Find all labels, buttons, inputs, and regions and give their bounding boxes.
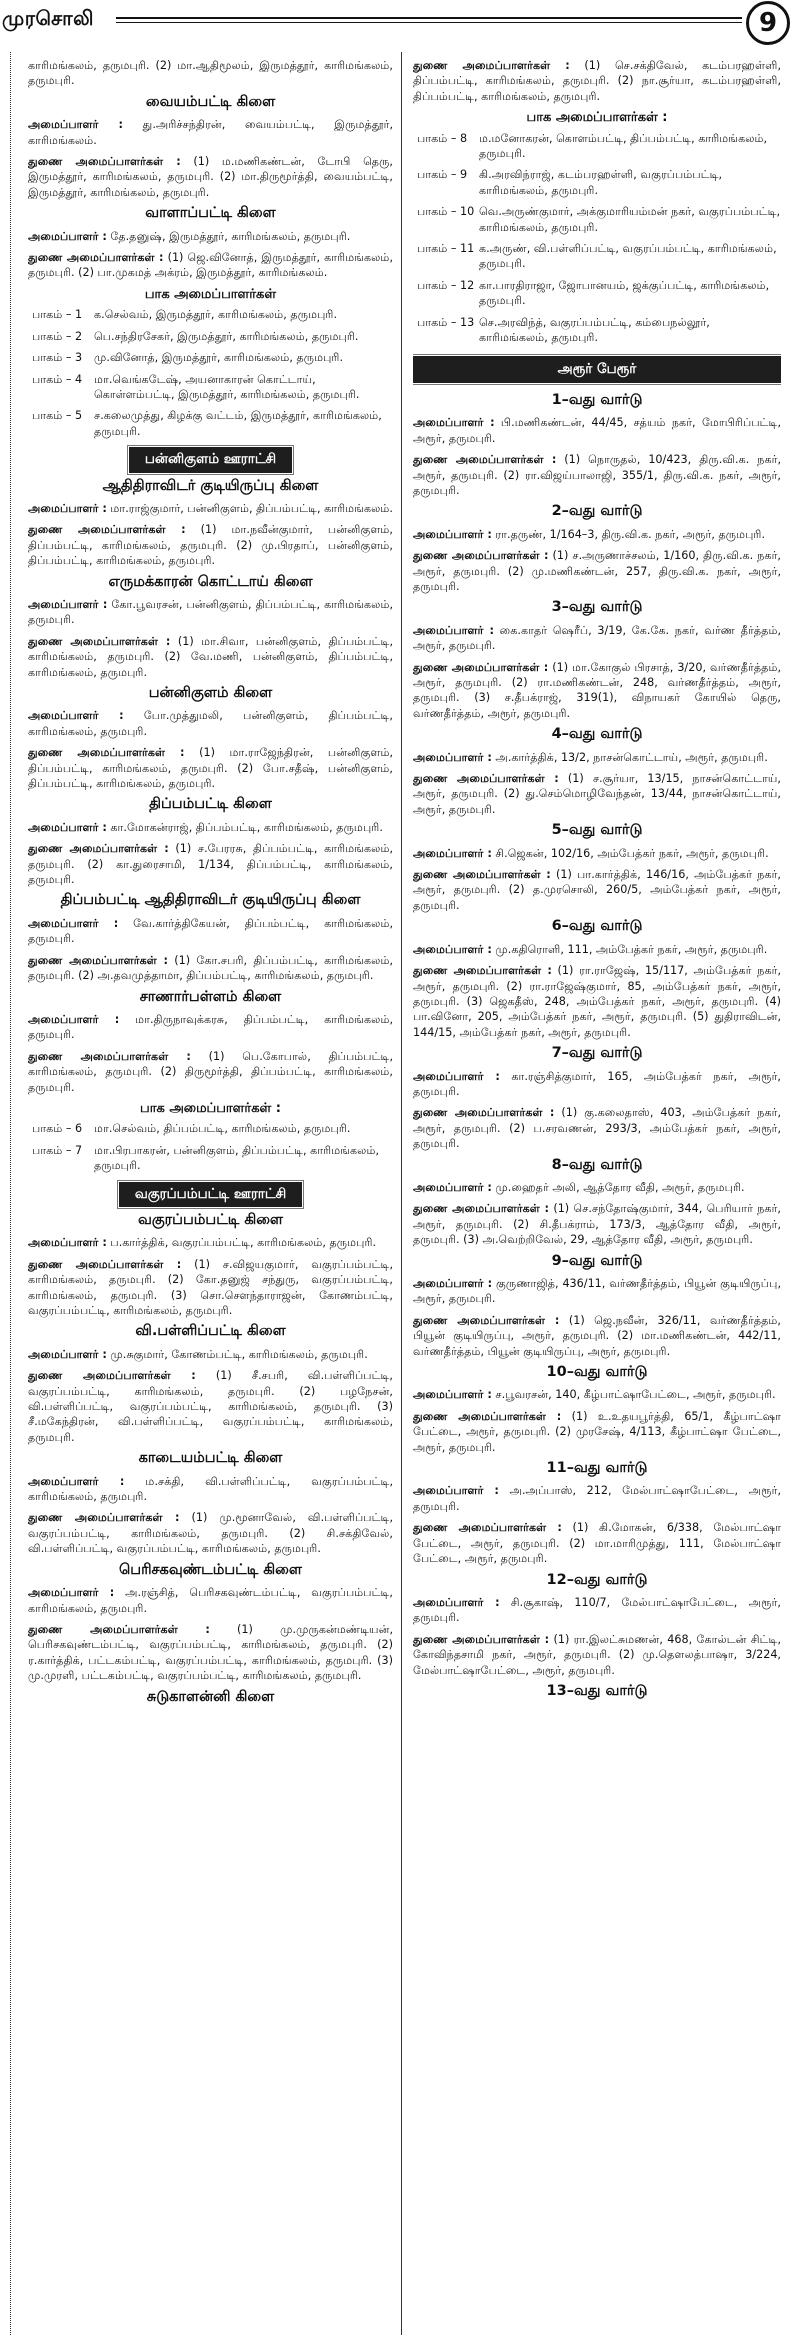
entry-text: (1) மா.நவீன்குமார், பன்னிகுளம், திப்பம்பட்டி, காரிமங்கலம், தருமபுரி. (2) மு.பிரதாப், பன்னிகுளம், திப்பம்பட்டி, காரிமங்கலம், தருமபுரி. <box>28 523 393 568</box>
subsection-heading: பாக அமைப்பாளர்கள் : <box>526 110 668 126</box>
newspaper-name: முரசொலி <box>2 6 94 30</box>
role-label: அமைப்பாளர் : <box>413 623 494 637</box>
masthead <box>0 0 800 44</box>
part-row <box>28 408 393 439</box>
section-heading: சுடுகாளன்னி கிளை <box>146 1688 275 1705</box>
entry-text: மு.சுகுமார், கோணம்பட்டி, காரிமங்கலம், தருமபுரி. <box>106 1347 368 1361</box>
section-heading: 1–வது வார்டு <box>551 391 643 408</box>
entry-text: (1) உ.உதயபூர்த்தி, 65/1, கீழ்பாட்ஷா பேட்டை, அரூர், தருமபுரி. (2) முரசேஷ், 4/113, கீழ்பாட்ஷா பேட்டை, அரூர், தருமபுரி. <box>413 1409 781 1454</box>
entry-text: (1) ச.விஜயகுமார், வகுரப்பம்பட்டி, காரிமங்கலம், தருமபுரி. (2) கோ.தனுஜ் சந்துரு, வகுரப்பம்பட்டி, காரிமங்கலம், தருமபுரி. (3) சொ.சௌந்தாராஜன், கோணம்பட்டி, வகுரப்பம்பட்டி, காரிமங்கலம், தருமபுரி. <box>28 1257 393 1317</box>
entry-paragraph <box>28 1049 393 1095</box>
part-value: க.செல்வம், இருமத்தூர், காரிமங்கலம், தருமபுரி. <box>94 308 338 322</box>
entry-paragraph <box>413 548 781 594</box>
role-label: துணை அமைப்பாளர்கள் : <box>413 772 559 786</box>
entry-text: (1) மா.ராஜேந்திரன், பன்னிகுளம், திப்பம்பட்டி, காரிமங்கலம், தருமபுரி. (2) போ.சதீஷ், பன்னிகுளம், திப்பம்பட்டி, காரிமங்கலம், தருமபுரி. <box>28 746 393 791</box>
part-row <box>28 1143 393 1174</box>
entry-text: காரிமங்கலம், தருமபுரி. (2) மா.ஆதிமூலம், இருமத்தூர், காரிமங்கலம், தருமபுரி. <box>28 59 393 88</box>
entry-paragraph <box>413 623 781 654</box>
role-label: துணை அமைப்பாளர்கள் : <box>28 1257 182 1271</box>
masthead-rule-thin <box>116 22 742 23</box>
role-label: துணை அமைப்பாளர்கள் : <box>28 1369 196 1383</box>
entry-paragraph <box>28 1235 393 1250</box>
role-label: அமைப்பாளர் : <box>28 229 107 243</box>
part-value: க.அருண், வி.பள்ளிப்பட்டி, வகுரப்பம்பட்டி, காரிமங்கலம், தருமபுரி. <box>479 242 777 271</box>
section-heading: 3–வது வார்டு <box>551 599 643 616</box>
role-label: துணை அமைப்பாளர்கள் : <box>28 842 169 856</box>
role-label: அமைப்பாளர் : <box>413 1277 493 1290</box>
entry-paragraph <box>413 846 781 861</box>
entry-paragraph <box>413 750 781 765</box>
part-label: பாகம் – 9 <box>417 168 468 182</box>
role-label: அமைப்பாளர் : <box>28 1586 115 1600</box>
role-label: துணை அமைப்பாளர்கள் : <box>413 1632 550 1646</box>
entry-text: குருணாஜித், 436/11, வர்ணதீர்த்தம், பியூன் குடியிருப்பு, அரூர், தருமபுரி. <box>413 1277 781 1306</box>
entry-paragraph <box>413 771 781 817</box>
entry-paragraph <box>28 117 393 148</box>
part-label: பாகம் – 4 <box>32 372 83 386</box>
role-label: அமைப்பாளர் : <box>28 820 107 834</box>
entry-paragraph <box>413 867 781 913</box>
section-heading: வி.பள்ளிப்பட்டி கிளை <box>135 1323 286 1340</box>
part-value: ம.மனோகரன், கொளம்பட்டி, திப்பம்பட்டி, காரிமங்கலம், தருமபுரி. <box>479 131 768 161</box>
entry-paragraph <box>413 1313 781 1359</box>
entry-paragraph <box>413 452 781 498</box>
entry-text: கா.ரஞ்சித்குமார், 165, அம்பேத்கர் நகர், அரூர், தருமபுரி. <box>413 1069 781 1098</box>
entry-text: (1) பெ.கோபால், திப்பம்பட்டி, காரிமங்கலம், தருமபுரி. (2) திருமூர்த்தி, திப்பம்பட்டி, காரிமங்கலம், தருமபுரி. <box>28 1049 393 1094</box>
role-label: துணை அமைப்பாளர்கள் : <box>28 1049 191 1063</box>
entry-text: போ.முத்துமலி, பன்னிகுளம், திப்பம்பட்டி, காரிமங்கலம், தருமபுரி. <box>28 709 393 738</box>
column-divider <box>401 52 402 2335</box>
role-label: அமைப்பாளர் : <box>28 1012 120 1026</box>
entry-text: (1) செ.சந்தோஷ்குமார், 344, பெரியார் நகர், அரூர், தருமபுரி. (2) சி.தீபக்ராம், 173/3, ஆத்தோர வீதி, அரூர், தருமபுரி. (3) அ.வெற்றிவேல், 29, ஆத்தோர வீதி, அரூர், தருமபுரி. <box>413 1202 781 1247</box>
section-heading: 9–வது வார்டு <box>551 1252 643 1269</box>
masthead-rule <box>116 17 742 19</box>
entry-text: (1) ச.சூர்யா, 13/15, நாசன்கொட்டாய், அரூர், தருமபுரி. (2) து.செம்மொழிவேந்தன், 13/44, நாசன்கொட்டாய், அரூர், தருமபுரி. <box>413 772 781 816</box>
entry-text: (1) ம.மணிகண்டன், டோபி தெரு, இருமத்தூர், காரிமங்கலம், தருமபுரி. (2) மா.திருமூர்த்தி, வையம்பட்டி, இருமத்தூர், காரிமங்கலம், தருமபுரி. <box>28 155 393 199</box>
entry-paragraph <box>28 1368 393 1445</box>
entry-paragraph <box>413 1483 781 1514</box>
role-label: அமைப்பாளர் : <box>413 1069 500 1083</box>
part-value: செ.அரவிந்த், வகுரப்பம்பட்டி, கம்பைநல்லூர், காரிமங்கலம், தருமபுரி. <box>479 315 710 345</box>
role-label: அமைப்பாளர் : <box>413 1388 492 1402</box>
entry-paragraph <box>413 58 781 104</box>
role-label: துணை அமைப்பாளர்கள் : <box>28 634 171 648</box>
role-label: அமைப்பாளர் : <box>413 1484 499 1498</box>
part-row <box>413 315 781 346</box>
entry-text: (1) ச.அருணாச்சலம், 1/160, திரு.வி.க. நகர், அரூர், தருமபுரி. (2) மு.மணிகண்டன், 257, திரு.வி.க. நகர், அரூர், தருமபுரி. <box>413 549 781 593</box>
subsection-heading: பாக அமைப்பாளர்கள் <box>144 286 277 302</box>
entry-paragraph <box>28 250 393 281</box>
entry-paragraph <box>413 1069 781 1100</box>
part-value: மா.பிரபாகரன், பன்னிகுளம், திப்பம்பட்டி, காரிமங்கலம், தருமபுரி. <box>94 1143 380 1173</box>
part-label: பாகம் – 1 <box>32 308 83 322</box>
section-heading: 13–வது வார்டு <box>546 1682 648 1699</box>
role-label: துணை அமைப்பாளர்கள் : <box>413 59 570 72</box>
section-heading: வாளாப்பட்டி கிளை <box>145 205 276 222</box>
role-label: துணை அமைப்பாளர்கள் : <box>413 660 549 674</box>
entry-text: ம.சக்தி, வி.பள்ளிப்பட்டி, வகுரப்பம்பட்டி, காரிமங்கலம், தருமபுரி. <box>28 1474 393 1504</box>
entry-paragraph <box>413 660 781 722</box>
page-number-badge: 9 <box>746 1 790 45</box>
section-heading: 10–வது வார்டு <box>546 1364 648 1381</box>
panchayat-banner: வகுரப்பம்பட்டி ஊராட்சி <box>119 1182 302 1207</box>
entry-paragraph <box>413 1387 781 1402</box>
left-margin-divider <box>10 52 11 2335</box>
role-label: துணை அமைப்பாளர்கள் : <box>28 251 164 265</box>
role-label: துணை அமைப்பாளர்கள் : <box>28 953 168 967</box>
part-value: மு.வினோத், இருமத்தூர், காரிமங்கலம், தருமபுரி. <box>94 351 344 365</box>
entry-text: (1) ஜெ.வினோத், இருமத்தூர், காரிமங்கலம், தருமபுரி. (2) பா.முகமத் அக்ரம், இருமத்தூர், காரிமங்கலம். <box>28 251 393 280</box>
entry-text: (1) மு.முருகன்மண்டியன், பெரிசகவுண்டம்பட்டி, வகுரப்பம்பட்டி, காரிமங்கலம், தருமபுரி. (2) ர.கார்த்திக், பட்டகம்பட்டி, வகுரப்பம்பட்டி, காரிமங்கலம், தருமபுரி. (3) மு.முரளி, பட்டகம்பட்டி, வகுரப்பம்பட்டி, காரிமங்கலம், தருமபுரி. <box>28 1622 393 1683</box>
section-heading: 5–வது வார்டு <box>551 822 643 839</box>
part-row <box>28 329 393 344</box>
right-column <box>413 58 781 2339</box>
role-label: அமைப்பாளர் : <box>413 846 492 860</box>
part-row <box>413 241 781 272</box>
entry-paragraph <box>413 1520 781 1566</box>
entry-paragraph <box>28 597 393 628</box>
entry-text: கோ.பூவரசன், பன்னிகுளம், திப்பம்பட்டி, காரிமங்கலம், தருமபுரி. <box>28 597 393 627</box>
entry-paragraph <box>28 1622 393 1684</box>
entry-paragraph <box>28 953 393 984</box>
entry-text: (1) கி.மோகன், 6/338, மேல்பாட்ஷா பேட்டை, அரூர், தருமபுரி. (2) மா.மாரிமுத்து, 111, மேல்பாட்ஷா பேட்டை, அரூர், தருமபுரி. <box>413 1521 781 1566</box>
entry-paragraph <box>28 820 393 835</box>
entry-paragraph <box>413 527 781 542</box>
section-heading: ஆதிதிராவிடர் குடியிருப்பு கிளை <box>102 477 319 494</box>
part-label: பாகம் – 6 <box>32 1122 83 1136</box>
role-label: அமைப்பாளர் : <box>28 1474 125 1488</box>
part-value: ச.கலைமுத்து, கிழக்கு வட்டம், இருமத்தூர், காரிமங்கலம், தருமபுரி. <box>94 409 382 438</box>
role-label: அமைப்பாளர் : <box>28 501 107 515</box>
entry-text: கை.காதர் ஷெரீப், 3/19, கே.கே. நகர், வர்ண தீர்த்தம், அரூர், தருமபுரி. <box>413 623 781 653</box>
entry-paragraph <box>28 916 393 947</box>
entry-text: (1) கு.கலைதாஸ், 403, அம்பேத்கர் நகர், அரூர், தருமபுரி. (2) ப.சரவணன், 293/3, அம்பேத்கர் நகர், அரூர், தருமபுரி. <box>413 1106 781 1151</box>
town-banner: அரூர் பேரூர் <box>413 356 781 383</box>
entry-text: ரா.தருண், 1/164–3, திரு.வி.க. நகர், அரூர், தருமபுரி. <box>491 527 766 541</box>
entry-paragraph <box>28 1474 393 1505</box>
entry-text: (1) நொருதல், 10/423, திரு.வி.க. நகர், அரூர், தருமபுரி. (2) ரா.விஜய்பாலாஜி, 355/1, திரு.வி.க. நகர், அரூர், தருமபுரி. <box>413 453 781 497</box>
entry-paragraph <box>28 841 393 887</box>
section-heading: வையம்பட்டி கிளை <box>145 93 276 110</box>
role-label: அமைப்பாளர் : <box>413 527 492 541</box>
role-label: அமைப்பாளர் : <box>413 1595 500 1609</box>
role-label: அமைப்பாளர் : <box>28 597 108 611</box>
entry-paragraph <box>413 1105 781 1151</box>
entry-text: (1) ஜெ.நவீன், 326/11, வர்ணதீர்த்தம், பியூன் குடியிருப்பு, அரூர், தருமபுரி. (2) மா.மணிகண்டன், 442/11, வர்ணதீர்த்தம், பியூன் குடியிருப்பு, அரூர், தருமபுரி. <box>413 1313 781 1358</box>
part-label: பாகம் – 12 <box>417 278 475 292</box>
role-label: துணை அமைப்பாளர்கள் : <box>413 549 549 563</box>
part-row <box>28 350 393 365</box>
entry-text: அ.ரஞ்சித், பெரிசகவுண்டம்பட்டி, வகுரப்பம்பட்டி, காரிமங்கலம், தருமபுரி. <box>28 1586 393 1615</box>
section-heading: சாணார்பள்ளம் கிளை <box>139 988 282 1005</box>
section-heading: வகுரப்பம்பட்டி கிளை <box>137 1211 284 1228</box>
entry-text: அ.கார்த்திக், 13/2, நாசன்கொட்டாய், அரூர், தருமபுரி. <box>491 750 768 764</box>
section-heading: 11–வது வார்டு <box>546 1460 648 1477</box>
entry-text: தே.தனுஷ், இருமத்தூர், காரிமங்கலம், தருமபுரி. <box>106 229 351 243</box>
part-label: பாகம் – 7 <box>32 1143 83 1157</box>
part-label: பாகம் – 11 <box>417 242 475 256</box>
role-label: துணை அமைப்பாளர்கள் : <box>413 1521 562 1535</box>
role-label: துணை அமைப்பாளர்கள் : <box>413 868 551 882</box>
role-label: துணை அமைப்பாளர்கள் : <box>413 964 552 978</box>
role-label: அமைப்பாளர் : <box>413 750 492 764</box>
entry-text: (1) ரா.ராஜேஷ், 15/117, அம்பேத்கர் நகர், அரூர், தருமபுரி. (2) ரா.ராஜேஷ்குமார், 85, அம்பேத்கர் நகர், அரூர், தருமபுரி. (3) ஜெகதீஸ், 248, அம்பேத்கர் நகர், அரூர், தருமபுரி. (4) பா.வினோ, 205, அம்பேத்கர் நகர், அரூர், தருமபுரி. (5) துதிராவிடன், 144/15, அம்பேத்கர் நகர், அரூர், தருமபுரி. <box>413 964 781 1039</box>
section-heading: திப்பம்பட்டி ஆதிதிராவிடர் குடியிருப்பு கிளை <box>60 892 361 909</box>
entry-paragraph <box>28 229 393 244</box>
role-label: துணை அமைப்பாளர்கள் : <box>413 1313 560 1327</box>
entry-text: (1) செ.சக்திவேல், கடம்பரஹள்ளி, திப்பம்பட்டி, காரிமங்கலம், தருமபுரி. (2) நா.சூர்யா, கடம்பரஹள்ளி, திப்பம்பட்டி, காரிமங்கலம், தருமபுரி. <box>413 59 781 103</box>
entry-paragraph <box>28 58 393 89</box>
section-heading: 4–வது வார்டு <box>551 726 643 743</box>
part-row <box>413 167 781 198</box>
entry-text: (1) மா.சிவா, பன்னிகுளம், திப்பம்பட்டி, காரிமங்கலம், தருமபுரி. (2) வே.மணி, பன்னிகுளம், திப்பம்பட்டி, காரிமங்கலம், தருமபுரி. <box>28 634 393 679</box>
section-heading: பன்னிகுளம் கிளை <box>148 685 273 701</box>
role-label: துணை அமைப்பாளர்கள் : <box>28 746 185 760</box>
entry-paragraph <box>413 415 781 446</box>
panchayat-banner: பன்னிகுளம் ஊராட்சி <box>129 447 292 472</box>
section-heading: 12–வது வார்டு <box>546 1571 648 1588</box>
entry-paragraph <box>28 708 393 739</box>
entry-text: (1) மு.மூனாவேல், வி.பள்ளிப்பட்டி, வகுரப்பம்பட்டி, காரிமங்கலம், தருமபுரி. (2) சி.சக்திவேல், வி.பள்ளிப்பட்டி, வகுரப்பம்பட்டி, காரிமங்கலம், தருமபுரி. <box>28 1511 393 1556</box>
entry-paragraph <box>28 634 393 680</box>
part-value: மா.செல்வம், திப்பம்பட்டி, காரிமங்கலம், தருமபுரி. <box>94 1122 351 1136</box>
role-label: துணை அமைப்பாளர்கள் : <box>413 1106 555 1120</box>
section-heading: 2–வது வார்டு <box>551 503 643 520</box>
role-label: துணை அமைப்பாளர்கள் : <box>28 155 181 169</box>
part-label: பாகம் – 10 <box>417 205 475 219</box>
entry-text: மு.ஹைதர் அலி, ஆத்தோர வீதி, அரூர், தருமபுரி. <box>491 1180 745 1194</box>
entry-text: வே.கார்த்திகேயன், திப்பம்பட்டி, காரிமங்கலம், தருமபுரி. <box>28 916 393 946</box>
entry-paragraph <box>413 1632 781 1678</box>
entry-text: ச.பூவரசன், 140, கீழ்பாட்ஷாபேட்டை, அரூர், தருமபுரி. <box>491 1388 776 1402</box>
entry-paragraph <box>28 1257 393 1319</box>
entry-paragraph <box>28 154 393 200</box>
role-label: துணை அமைப்பாளர்கள் : <box>28 1511 180 1525</box>
role-label: அமைப்பாளர் : <box>413 1180 492 1194</box>
part-row <box>413 131 781 162</box>
entry-paragraph <box>413 1180 781 1195</box>
entry-paragraph <box>28 1012 393 1043</box>
entry-text: (1) கோ.சபரி, திப்பம்பட்டி, காரிமங்கலம், தருமபுரி. (2) அ.தவமுத்தாமா, திப்பம்பட்டி, காரிமங்கலம், தருமபுரி. <box>28 953 393 983</box>
section-heading: 6–வது வார்டு <box>551 918 643 935</box>
part-label: பாகம் – 13 <box>417 315 475 329</box>
part-value: மா.வெங்கடேஷ், அயனாகாரன் கொட்டாய், கொள்ளம்பட்டி, இருமத்தூர், காரிமங்கலம், தருமபுரி. <box>94 372 360 401</box>
entry-text: மா.ராஜ்குமார், பன்னிகுளம், திப்பம்பட்டி, காரிமங்கலம். <box>106 501 393 515</box>
role-label: அமைப்பாளர் : <box>413 942 492 956</box>
entry-text: சி.ஜெகன், 102/16, அம்பேத்கர் நகர், அரூர், தருமபுரி. <box>491 846 769 860</box>
subsection-heading: பாக அமைப்பாளர்கள் : <box>140 1100 281 1116</box>
entry-paragraph <box>28 1510 393 1556</box>
entry-paragraph <box>413 1276 781 1307</box>
entry-paragraph <box>28 501 393 516</box>
entry-paragraph <box>28 745 393 791</box>
part-label: பாகம் – 5 <box>32 409 83 423</box>
part-label: பாகம் – 8 <box>417 131 468 145</box>
section-heading: காடையம்பட்டி கிளை <box>138 1450 283 1467</box>
part-row <box>28 372 393 403</box>
section-heading: பெரிசகவுண்டம்பட்டி கிளை <box>119 1561 302 1578</box>
role-label: துணை அமைப்பாளர்கள் : <box>413 453 557 467</box>
entry-text: அ.அப்பாஸ், 212, மேல்பாட்ஷாபேட்டை, அரூர், தருமபுரி. <box>413 1484 781 1513</box>
part-row <box>413 204 781 235</box>
role-label: அமைப்பாளர் : <box>28 709 124 723</box>
role-label: துணை அமைப்பாளர்கள் : <box>413 1409 562 1423</box>
part-value: கி.அரவிந்ராஜ், கடம்பரஹள்ளி, வகுரப்பம்பட்டி, காரிமங்கலம், தருமபுரி. <box>479 168 723 197</box>
part-value: பெ.சந்திரசேகர், இருமத்தூர், காரிமங்கலம், தருமபுரி. <box>94 329 359 343</box>
role-label: துணை அமைப்பாளர்கள் : <box>28 1622 210 1636</box>
entry-text: (1) ச.பேரரசு, திப்பம்பட்டி, காரிமங்கலம், தருமபுரி. (2) கா.துரைசாமி, 1/134, திப்பம்பட்டி, காரிமங்கலம், தருமபுரி. <box>28 842 393 887</box>
part-value: கா.பாரதிராஜா, ஜோபானயம், ஜக்குப்பட்டி, காரிமங்கலம், தருமபுரி. <box>479 278 770 308</box>
entry-text: சி.சூகாஷ், 110/7, மேல்பாட்ஷாபேட்டை, அரூர், தருமபுரி. <box>413 1595 781 1625</box>
entry-text: (1) மா.கோகுல் பிரசாத், 3/20, வர்ணதீர்த்தம், அரூர், தருமபுரி. (2) ரா.மணிகண்டன், 248, வர்ணதீர்த்தம், அரூர், தருமபுரி. (3) ச.தீபக்ராஜ், 319(1), விநாயகர் கோயில் தெரு, வர்ணதீர்த்தம், அரூர், தருமபுரி. <box>413 660 781 720</box>
entry-text: மு.கதிரொளி, 111, அம்பேத்கர் நகர், அரூர், தருமபுரி. <box>491 942 768 956</box>
left-column <box>28 58 393 2339</box>
section-heading: எருமக்காரன் கொட்டாய் கிளை <box>108 573 313 590</box>
role-label: துணை அமைப்பாளர்கள் : <box>28 523 186 537</box>
entry-paragraph <box>413 1409 781 1455</box>
section-heading: திப்பம்பட்டி கிளை <box>149 796 272 813</box>
entry-paragraph <box>28 522 393 568</box>
part-row <box>28 1121 393 1136</box>
entry-text: (1) சீ.சபரி, வி.பள்ளிப்பட்டி, வகுரப்பம்பட்டி, காரிமங்கலம், தருமபுரி. (2) பழநேசன், வி.பள்ளிப்பட்டி, வகுரப்பம்பட்டி, காரிமங்கலம், தருமபுரி. (3) சீ.மகேந்திரன், வி.பள்ளிப்பட்டி, வகுரப்பம்பட்டி, காரிமங்கலம், தருமபுரி. <box>28 1369 393 1444</box>
entry-paragraph <box>413 1201 781 1247</box>
part-row <box>28 307 393 322</box>
section-heading: 8–வது வார்டு <box>551 1156 643 1173</box>
part-label: பாகம் – 3 <box>32 351 83 365</box>
entry-paragraph <box>28 1585 393 1616</box>
entry-text: து.அரிச்சந்திரன், வையம்பட்டி, இருமத்தூர், காரிமங்கலம். <box>28 118 393 147</box>
entry-paragraph <box>413 942 781 957</box>
role-label: அமைப்பாளர் : <box>28 1347 107 1361</box>
entry-paragraph <box>28 1347 393 1362</box>
entry-text: ப.கார்த்திக், வகுரப்பம்பட்டி, காரிமங்கலம், தருமபுரி. <box>106 1236 377 1250</box>
entry-text: மா.திருநாவுக்கரசு, திப்பம்பட்டி, காரிமங்கலம், தருமபுரி. <box>28 1012 393 1042</box>
entry-paragraph <box>413 963 781 1040</box>
section-heading: 7–வது வார்டு <box>551 1045 643 1062</box>
role-label: அமைப்பாளர் : <box>28 1236 107 1250</box>
entry-text: பி.மணிகண்டன், 44/45, சத்யம் நகர், மோபிரிப்பட்டி, அரூர், தருமபுரி. <box>413 416 781 445</box>
role-label: அமைப்பாளர் : <box>413 416 495 430</box>
part-row <box>413 278 781 309</box>
part-label: பாகம் – 2 <box>32 329 83 343</box>
role-label: துணை அமைப்பாளர்கள் : <box>413 1202 550 1216</box>
entry-text: (1) ரா.இலட்சுமணன், 468, கோல்டன் சிட்டி, கோவிந்தசாமி நகர், அரூர், தருமபுரி. (2) மு.தௌலத்பாஷா, 3/224, மேல்பாட்ஷாபேட்டை, அரூர், தருமபுரி. <box>413 1632 781 1677</box>
role-label: அமைப்பாளர் : <box>28 118 123 132</box>
role-label: அமைப்பாளர் : <box>28 916 119 930</box>
part-value: வெ.அருண்குமார், அக்குமாரியம்மன் நகர், வகுரப்பம்பட்டி, காரிமங்கலம், தருமபுரி. <box>479 205 781 234</box>
entry-text: (1) பா.கார்த்திக், 146/16, அம்பேத்கர் நகர், அரூர், தருமபுரி. (2) த.முரசொலி, 260/5, அம்பேத்கர் நகர், அரூர், தருமபுரி. <box>413 868 781 912</box>
entry-text: கா.மோகன்ராஜ், திப்பம்பட்டி, காரிமங்கலம், தருமபுரி. <box>106 820 383 834</box>
entry-paragraph <box>413 1595 781 1626</box>
